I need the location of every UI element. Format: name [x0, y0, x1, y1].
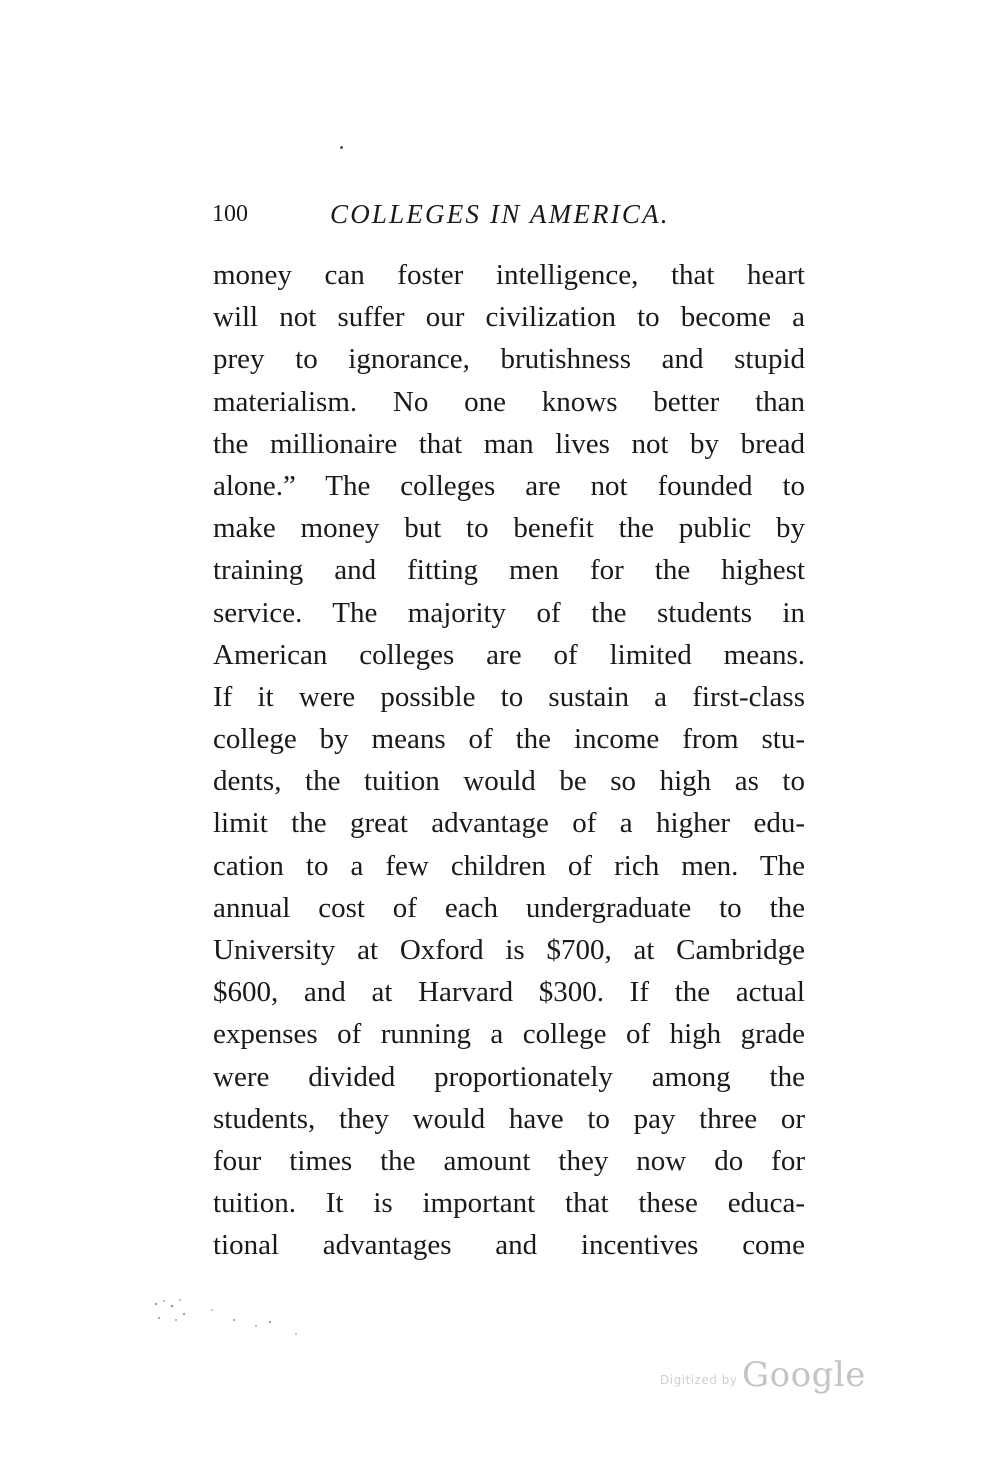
- text-line: tional advantages and incentives come: [213, 1229, 805, 1262]
- page-number: 100: [212, 201, 248, 227]
- running-title: COLLEGES IN AMERICA.: [330, 199, 670, 229]
- text-line: were divided proportionately among the: [213, 1060, 805, 1093]
- text-line: University at Oxford is $700, at Cambridge: [213, 934, 805, 966]
- text-line: materialism. No one knows better than: [213, 385, 805, 418]
- text-line: $600, and at Harvard $300. If the actual: [213, 976, 805, 1009]
- text-line: If it were possible to sustain a first-class: [213, 680, 805, 713]
- running-head: [212, 196, 812, 232]
- text-line: four times the amount they now do for: [213, 1144, 805, 1177]
- scan-noise-marks: [150, 1296, 310, 1346]
- digitized-by-google-watermark: [660, 1355, 870, 1405]
- text-line: annual cost of each undergraduate to the: [213, 891, 805, 924]
- scan-speck: [340, 146, 343, 149]
- text-line: alone.” The colleges are not founded to: [213, 469, 805, 502]
- text-line: the millionaire that man lives not by bread: [213, 427, 805, 460]
- google-logo: Google: [742, 1355, 866, 1395]
- text-line: will not suffer our civilization to become a: [213, 301, 805, 334]
- text-line: make money but to benefit the public by: [213, 512, 805, 545]
- text-line: money can foster intelligence, that heart: [213, 259, 805, 291]
- text-line: cation to a few children of rich men. The: [213, 849, 805, 882]
- text-line: college by means of the income from stu-: [213, 723, 805, 756]
- text-line: American colleges are of limited means.: [213, 638, 805, 671]
- text-line: limit the great advantage of a higher edu-: [213, 807, 805, 840]
- text-line: prey to ignorance, brutishness and stupid: [213, 343, 805, 376]
- body-text: [213, 254, 805, 1267]
- text-line: service. The majority of the students in: [213, 596, 805, 629]
- text-line: tuition. It is important that these educa-: [213, 1187, 805, 1220]
- watermark-prefix: Digitized by: [660, 1373, 738, 1387]
- text-line: training and fitting men for the highest: [213, 554, 805, 587]
- text-line: dents, the tuition would be so high as to: [213, 765, 805, 798]
- text-line: expenses of running a college of high grade: [213, 1018, 805, 1051]
- text-line: students, they would have to pay three or: [213, 1102, 805, 1135]
